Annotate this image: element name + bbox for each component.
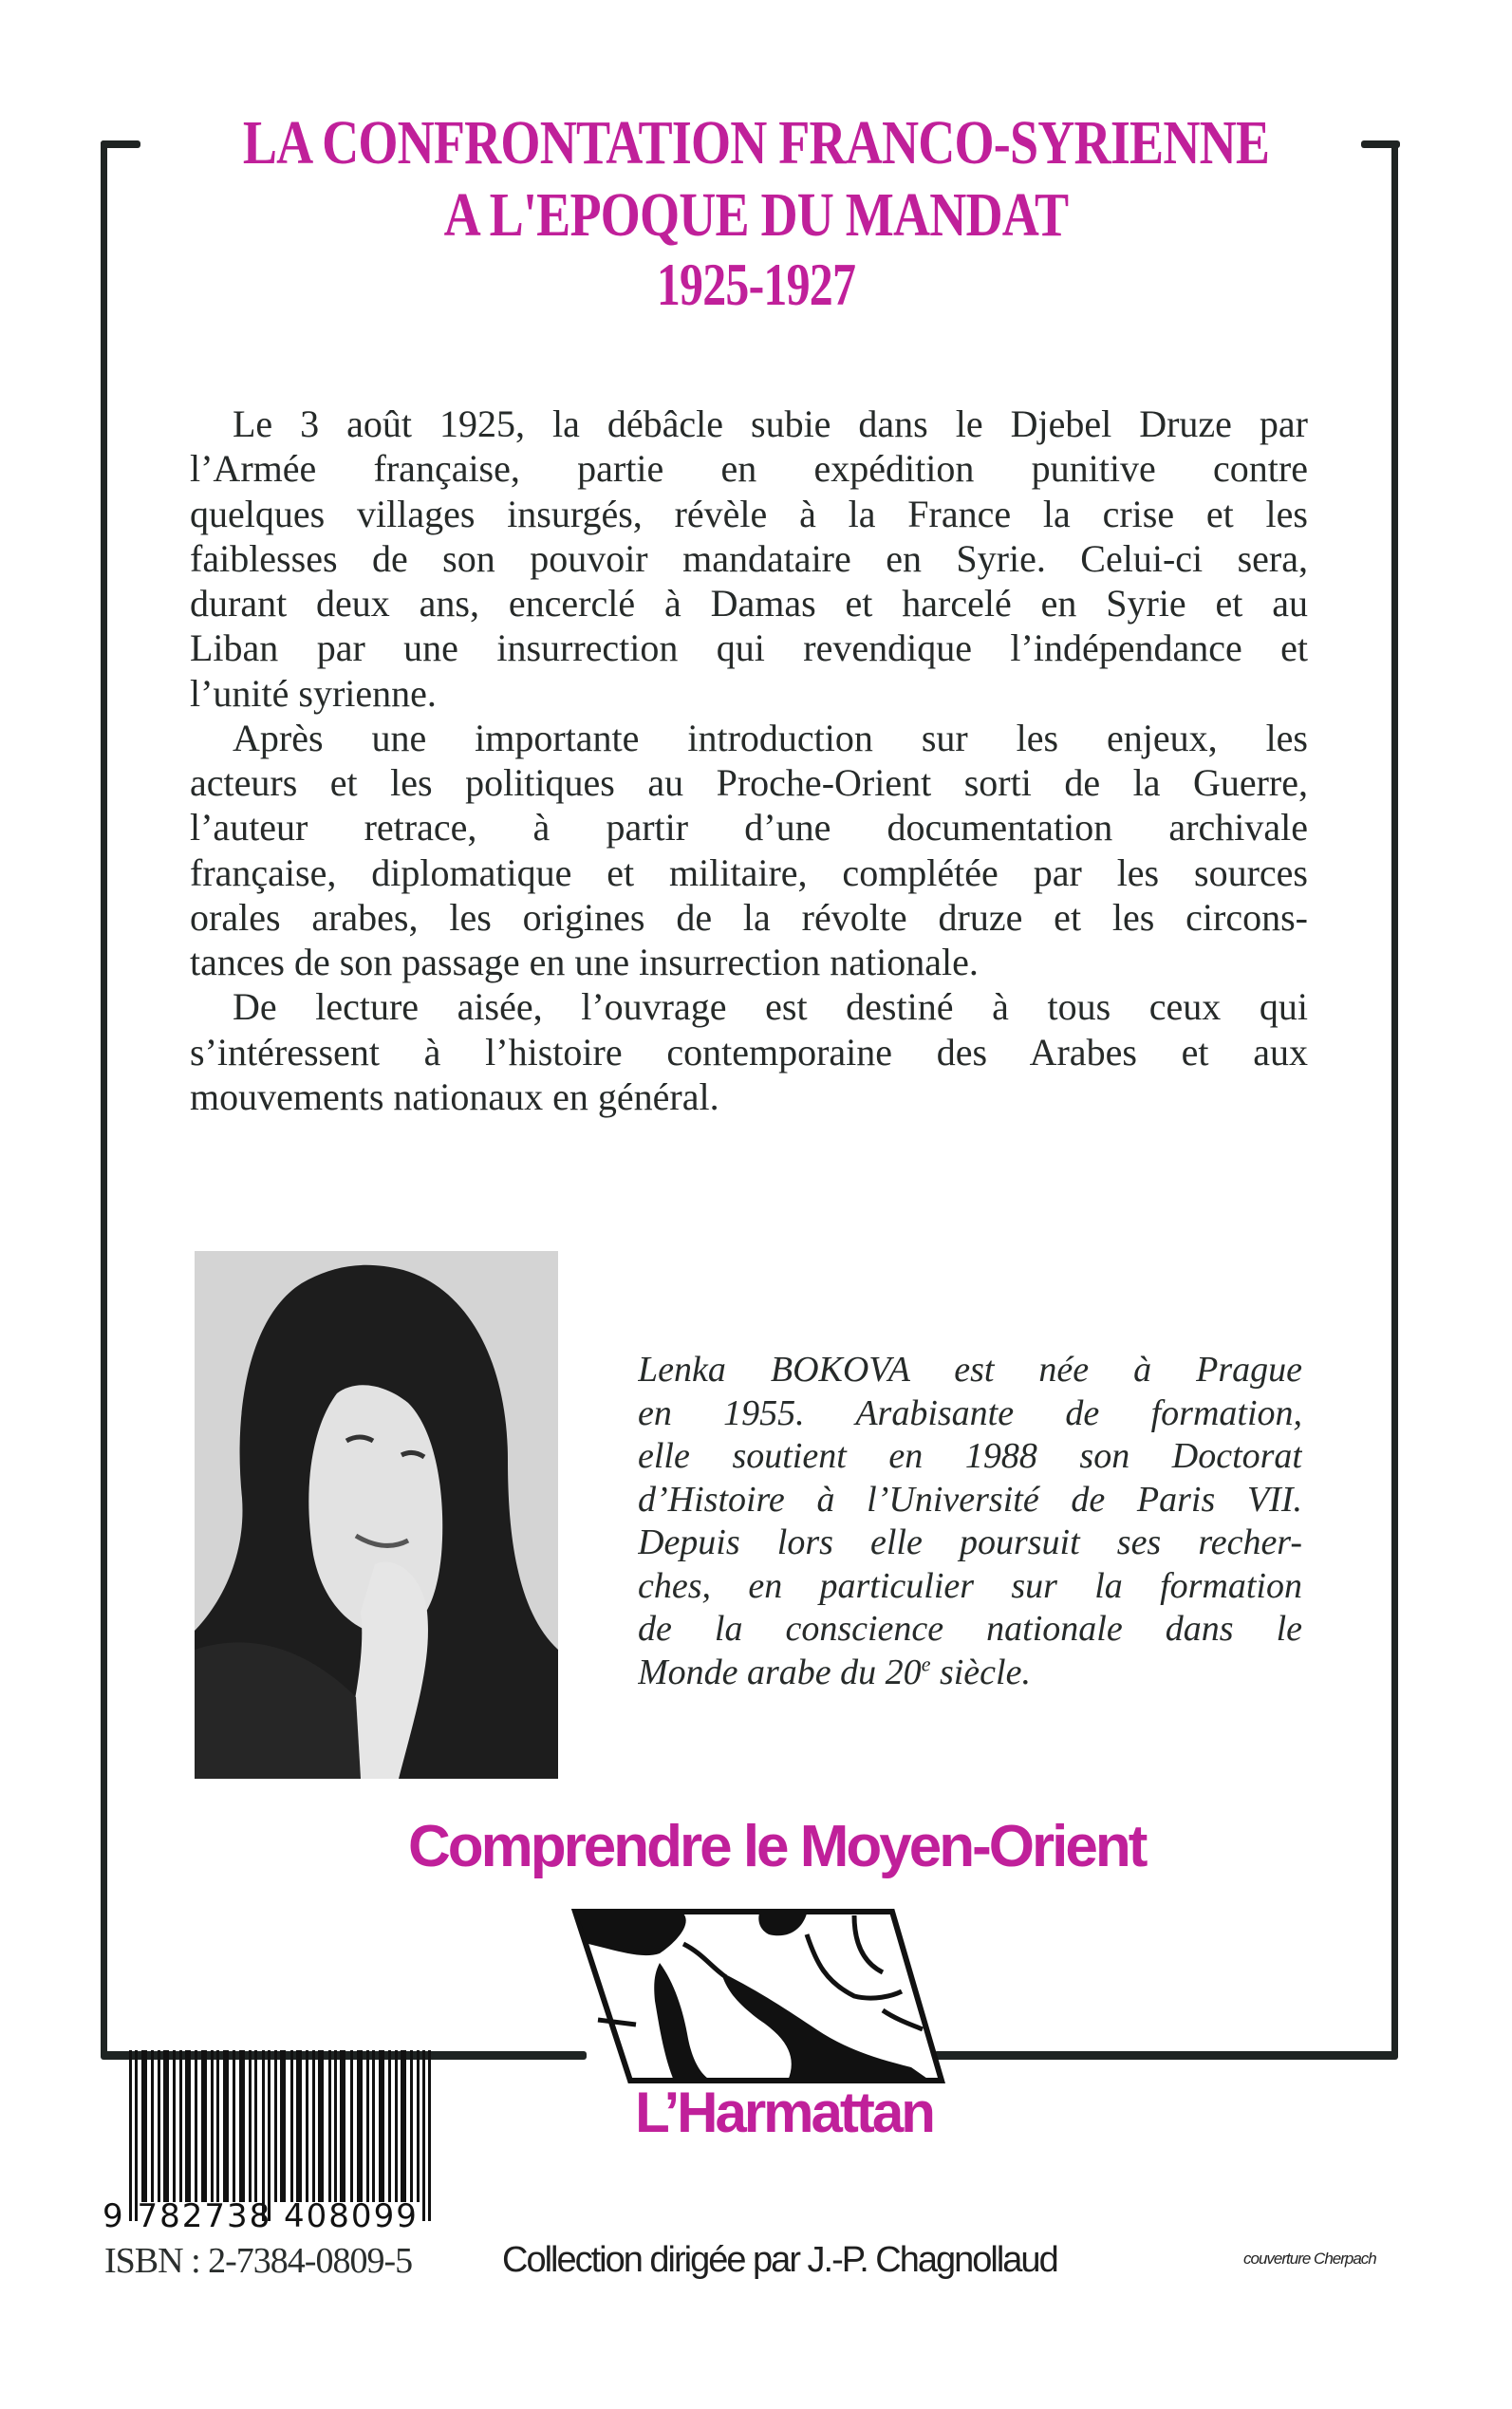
author-portrait-icon (195, 1251, 558, 1779)
bio-superscript: e (921, 1651, 931, 1675)
barcode-icon (129, 2050, 431, 2221)
blurb-line: quelques villages insurgés, révèle à la France la crise et les (190, 492, 1308, 535)
book-title-line-3: 1925-1927 (656, 251, 856, 318)
blurb-line: orales arabes, les origines de la révolte druze et les circons- (190, 895, 1308, 939)
cover-credit: couverture Cherpach (1243, 2250, 1376, 2268)
book-title-line-2: A L'EPOQUE DU MANDAT (443, 180, 1069, 250)
blurb-line: durant deux ans, encerclé à Damas et harcelé en Syrie et au (190, 582, 1308, 625)
bio-line-last (638, 1652, 1302, 1695)
blurb-line: Liban par une insurrection qui revendique l’indépendance et (190, 626, 1308, 670)
blurb-line: française, diplomatique et militaire, complétée par les sources (190, 850, 1308, 894)
bio-line: en 1955. Arabisante de formation, (638, 1392, 1302, 1433)
blurb-line: l’auteur retrace, à partir d’une documentation archivale (190, 806, 1308, 850)
publisher-name: L’Harmattan (635, 2081, 933, 2144)
frame-bottom-right-line (934, 2051, 1398, 2060)
blurb-line: l’Armée française, partie en expédition punitive contre (190, 447, 1308, 491)
blurb-line: acteurs et les politiques au Proche-Orient sorti de la Guerre, (190, 761, 1308, 804)
bio-line: ches, en particulier sur la formation (638, 1565, 1302, 1606)
blurb-line: mouvements nationaux en général. (190, 1074, 719, 1118)
book-blurb (190, 402, 1308, 1119)
collection-credit: Collection dirigée par J.-P. Chagnollaud (502, 2240, 1057, 2280)
bio-line: d’Histoire à l’Université de Paris VII. (638, 1479, 1302, 1520)
blurb-line: tances de son passage en une insurrection nationale. (190, 941, 979, 983)
bio-last-text: Monde arabe du 20 (638, 1652, 922, 1692)
blurb-line: faiblesses de son pouvoir mandataire en Syrie. Celui-ci sera, (190, 536, 1308, 580)
frame-right-line (1391, 140, 1398, 2058)
bio-line: Lenka BOKOVA est née à Prague (638, 1350, 1302, 1390)
author-bio (638, 1349, 1302, 1694)
book-title-line-1: LA CONFRONTATION FRANCO-SYRIENNE (242, 108, 1270, 177)
frame-left-line (101, 140, 107, 2058)
isbn: ISBN : 2-7384-0809-5 (104, 2241, 413, 2281)
bio-line: elle soutient en 1988 son Doctorat (638, 1436, 1302, 1476)
blurb-line: De lecture aisée, l’ouvrage est destiné à tous ceux qui (233, 985, 1308, 1029)
bio-last-end: siècle. (930, 1652, 1031, 1692)
bio-line: Depuis lors elle poursuit ses recher- (638, 1522, 1302, 1562)
author-photo (195, 1251, 558, 1779)
bio-line: de la conscience nationale dans le (638, 1609, 1302, 1649)
blurb-line: l’unité syrienne. (190, 671, 437, 715)
middle-east-map-icon (569, 1906, 949, 2088)
blurb-line: Après une importante introduction sur les enjeux, les (233, 716, 1308, 759)
barcode-digits: 9 782738 408099 (103, 2197, 419, 2235)
blurb-line: s’intéressent à l’histoire contemporaine des Arabes et aux (190, 1030, 1308, 1074)
blurb-line: Le 3 août 1925, la débâcle subie dans le Djebel Druze par (233, 402, 1308, 445)
series-title: Comprendre le Moyen-Orient (408, 1814, 1146, 1879)
